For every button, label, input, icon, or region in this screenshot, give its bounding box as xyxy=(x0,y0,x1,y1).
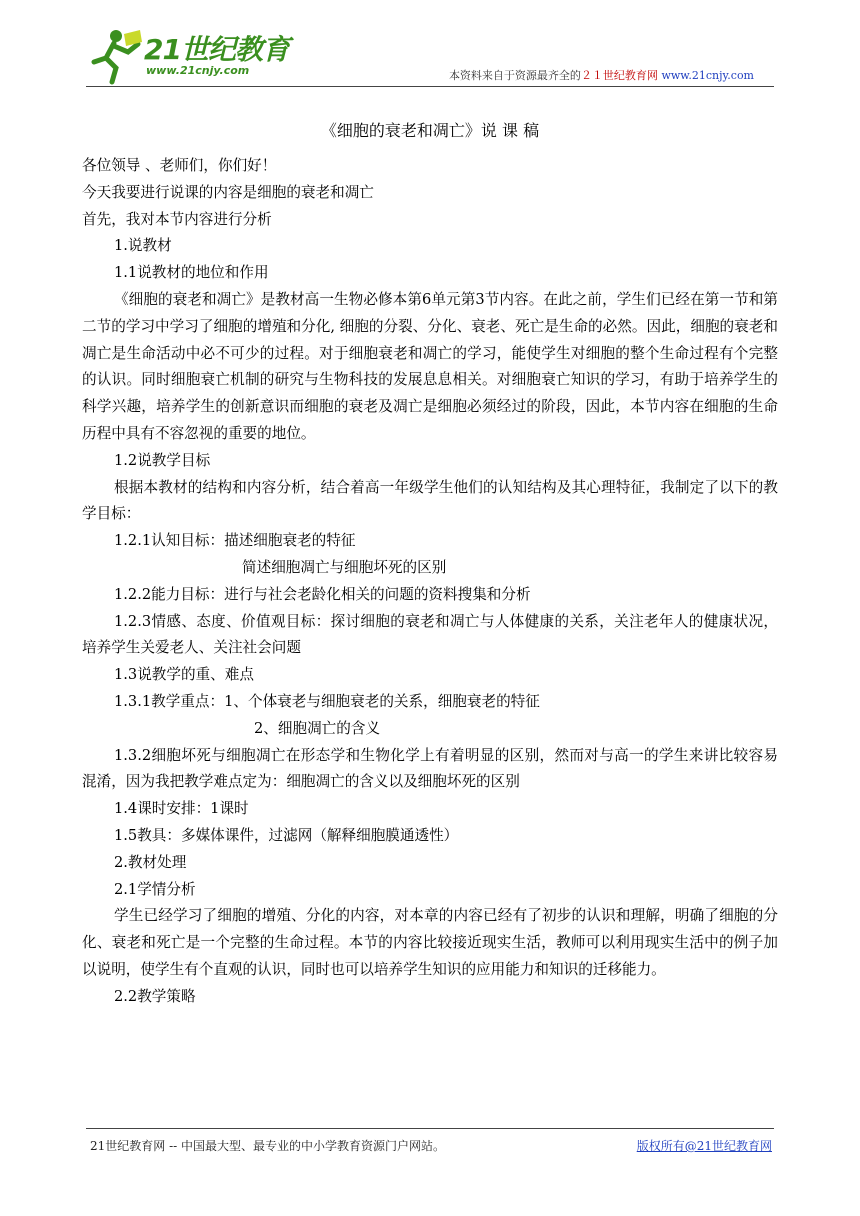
intro-line: 今天我要进行说课的内容是细胞的衰老和凋亡 xyxy=(82,183,374,201)
page-header xyxy=(0,0,860,90)
document-body xyxy=(82,153,778,1011)
key-point-item-continuation: 2、细胞凋亡的含义 xyxy=(254,719,381,737)
subsection-heading: 2.1学情分析 xyxy=(114,880,196,898)
body-paragraph: 学生已经学习了细胞的增殖、分化的内容，对本章的内容已经有了初步的认识和理解，明确了细胞的分化、衰老和死亡是一个完整的生命过程。本节的内容比较接近现实生活，教师可以利用现实生活中的例子加以说明，使学生有个直观的认识，同时也可以培养学生知识的应用能力和知识的迁移能力。 xyxy=(82,907,778,978)
difficulty-paragraph: 1.3.2细胞坏死与细胞凋亡在形态学和生物化学上有着明显的区别，然而对与高一的学生来讲比较容易混淆，因为我把教学难点定为：细胞凋亡的含义以及细胞坏死的区别 xyxy=(82,746,778,791)
objective-item: 1.2.3情感、态度、价值观目标：探讨细胞的衰老和凋亡与人体健康的关系，关注老年人的健康状况，培养学生关爱老人、关注社会问题 xyxy=(82,612,778,657)
header-divider xyxy=(86,86,774,87)
objective-item-continuation: 简述细胞凋亡与细胞坏死的区别 xyxy=(242,558,447,576)
runner-logo-icon xyxy=(86,26,146,86)
header-note-prefix: 本资料来自于资源最齐全的 xyxy=(448,69,581,82)
body-paragraph: 根据本教材的结构和内容分析，结合着高一年级学生他们的认知结构及其心理特征，我制定了以下的教学目标： xyxy=(82,478,778,523)
key-point-item: 1.3.1教学重点：1、个体衰老与细胞衰老的关系，细胞衰老的特征 xyxy=(114,692,540,710)
subsection-heading: 1.5教具：多媒体课件，过滤网（解释细胞膜通透性） xyxy=(114,826,459,844)
header-note-url-link[interactable]: www.21cnjy.com xyxy=(661,69,754,82)
header-note-brand: ２１世纪教育网 xyxy=(580,69,658,82)
greeting-line: 各位领导 、老师们，你们好！ xyxy=(82,157,277,174)
document-title: 《细胞的衰老和凋亡》说 课 稿 xyxy=(320,121,540,140)
objective-item: 1.2.2能力目标：进行与社会老龄化相关的问题的资料搜集和分析 xyxy=(114,585,531,603)
subsection-heading: 1.1说教材的地位和作用 xyxy=(114,264,269,282)
objective-item: 1.2.1认知目标：描述细胞衰老的特征 xyxy=(114,532,356,550)
header-source-note xyxy=(449,67,754,83)
logo-url: www.21cnjy.com xyxy=(146,64,250,77)
intro-line: 首先，我对本节内容进行分析 xyxy=(82,210,272,228)
footer-copyright-link[interactable]: 版权所有@21世纪教育网 xyxy=(636,1139,772,1153)
footer-tagline: 21世纪教育网 -- 中国最大型、最专业的中小学教育资源门户网站。 xyxy=(90,1139,446,1153)
subsection-heading: 1.4课时安排：1课时 xyxy=(114,800,249,818)
section-heading: 1.说教材 xyxy=(114,237,172,255)
subsection-heading: 1.3说教学的重、难点 xyxy=(114,666,254,684)
body-paragraph: 《细胞的衰老和凋亡》是教材高一生物必修本第6单元第3节内容。在此之前，学生们已经在第一节和第二节的学习中学习了细胞的增殖和分化, 细胞的分裂、分化、衰老、死亡是生命的必然。因此，细胞的衰老和凋亡是生命活动中必不可少的过程。对于细胞衰老和凋亡的学习，能使学生对细胞的整个生命过程有个完整的认识。同时细胞衰亡机制的研究与生物科技的发展息息相关。对细胞衰亡知识的学习，有助于培养学生的科学兴趣，培养学生的创新意识而细胞的衰老及凋亡是细胞必须经过的阶段，因此，本节内容在细胞的生命历程中具有不容忽视的重要的地位。 xyxy=(82,290,778,442)
site-logo[interactable] xyxy=(86,26,306,86)
logo-wordmark: 21世纪教育 xyxy=(144,33,289,66)
section-heading: 2.教材处理 xyxy=(114,853,187,871)
subsection-heading: 2.2教学策略 xyxy=(114,987,196,1005)
footer-divider xyxy=(86,1128,774,1129)
subsection-heading: 1.2说教学目标 xyxy=(114,451,211,469)
